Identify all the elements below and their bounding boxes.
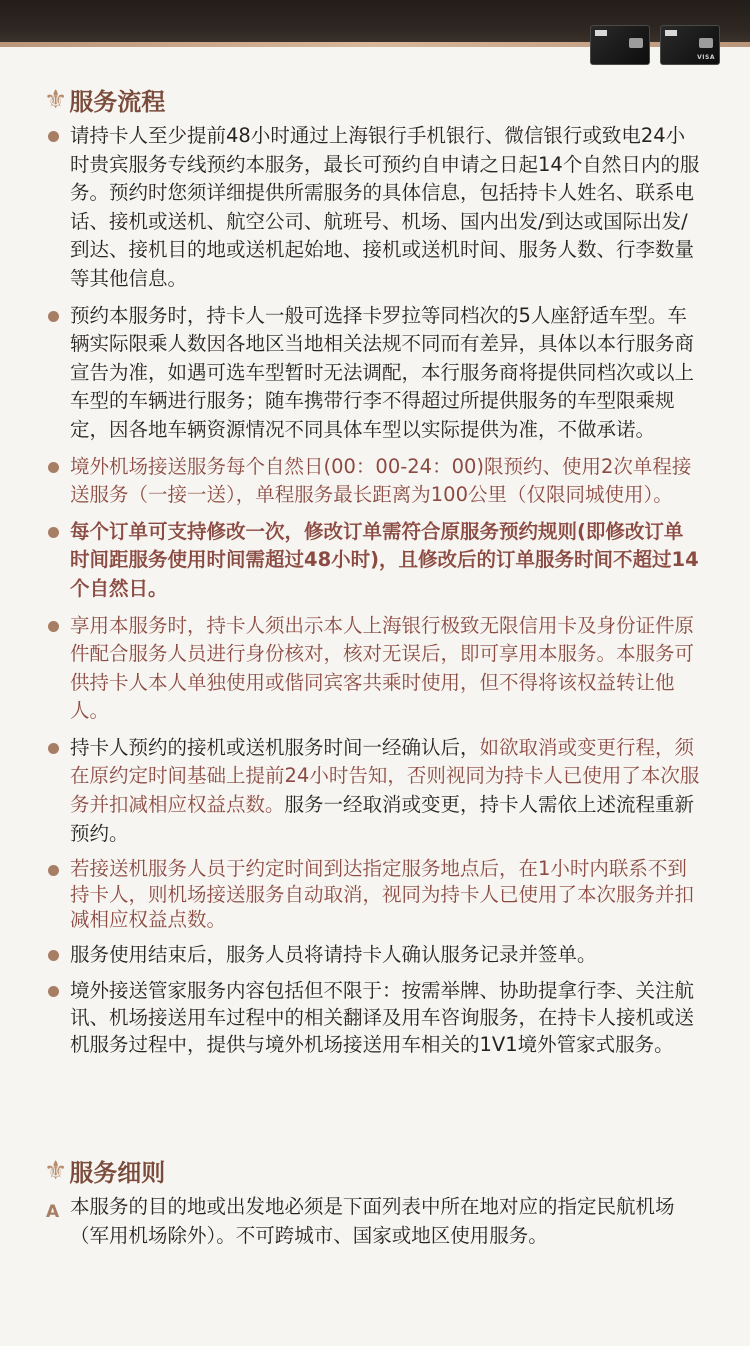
section-title-text: 服务细则: [69, 1159, 166, 1187]
list-item-text: 境外接送管家服务内容包括但不限于：按需举牌、协助提拿行李、关注航讯、机场接送用车过程中的相关翻译及用车咨询服务，在持卡人接机或送机服务过程中，提供与境外机场接送用车相关的1V1境外管家式服务。: [70, 979, 695, 1057]
list-item: [44, 856, 700, 933]
visa-logo: VISA: [697, 54, 715, 61]
list-marker-a: A: [46, 1202, 60, 1222]
list-item: [44, 518, 700, 604]
bank-logo-icon: [665, 30, 677, 36]
service-rules-list: [44, 1193, 700, 1258]
fleur-de-lis-icon: ⚜: [44, 1155, 68, 1186]
credit-card-image-1: [590, 25, 650, 65]
list-item-text: 享用本服务时，持卡人须出示本人上海银行极致无限信用卡及身份证件原件配合服务人员进行身份核对，核对无误后，即可享用本服务。本服务可供持卡人本人单独使用或偕同宾客共乘时使用，但不得将该权益转让他人。: [70, 613, 695, 723]
list-item-text: 境外机场接送服务每个自然日(00：00-24：00)限预约、使用2次单程接送服务（一接一送），单程服务最长距离为100公里（仅限同城使用）。: [70, 454, 692, 507]
service-process-list: [44, 122, 700, 1066]
list-item: [44, 977, 700, 1058]
card-chip-icon: [629, 38, 643, 48]
list-item: [44, 734, 700, 848]
bullet-icon: [48, 986, 59, 997]
list-item: [44, 612, 700, 726]
bullet-icon: [48, 865, 59, 876]
list-item: [44, 302, 700, 445]
list-item: [44, 453, 700, 510]
list-item-text: 服务使用结束后，服务人员将请持卡人确认服务记录并签单。: [70, 942, 597, 966]
section-title-text: 服务流程: [69, 88, 166, 116]
list-item-text: 请持卡人至少提前48小时通过上海银行手机银行、微信银行或致电24小时贵宾服务专线预约本服务，最长可预约自申请之日起14个自然日内的服务。预约时您须详细提供所需服务的具体信息，包括持卡人姓名、联系电话、接机或送机、航空公司、航班号、机场、国内出发/到达或国际出发/到达、接机目的地或送机起始地、接机或送机时间、服务人数、行李数量等其他信息。: [70, 124, 700, 290]
list-item-text: 本服务的目的地或出发地必须是下面列表中所在地对应的指定民航机场（军用机场除外）。不可跨城市、国家或地区使用服务。: [70, 1195, 675, 1247]
section-title-service-process: [44, 82, 165, 117]
list-item-text: 若接送机服务人员于约定时间到达指定服务地点后，在1小时内联系不到持卡人，则机场接送服务自动取消，视同为持卡人已使用了本次服务并扣减相应权益点数。: [70, 857, 695, 932]
list-item: [44, 941, 700, 970]
bullet-icon: [48, 311, 59, 322]
bullet-icon: [48, 621, 59, 632]
list-item-text: 每个订单可支持修改一次，修改订单需符合原服务预约规则(即修改订单时间距服务使用时间需超过48小时)，且修改后的订单服务时间不超过14个自然日。: [70, 519, 699, 600]
fleur-de-lis-icon: ⚜: [44, 84, 68, 115]
list-item: [44, 122, 700, 294]
list-item-text-part1: 持卡人预约的接机或送机服务时间一经确认后，: [70, 735, 480, 759]
bullet-icon: [48, 527, 59, 538]
section-title-service-rules: [44, 1153, 165, 1188]
list-item-text-part3: 服务一经取消或变更，持卡人需依上述流程重新预约。: [70, 793, 695, 845]
list-item: [44, 1193, 700, 1250]
list-item-text-part2: 如欲取消或变更行程，须在原约定时间基础上提前24小时告知，否则视同为持卡人已使用了本次服务并扣减相应权益点数。: [70, 735, 700, 817]
bullet-icon: [48, 462, 59, 473]
bullet-icon: [48, 743, 59, 754]
list-item-text: 预约本服务时，持卡人一般可选择卡罗拉等同档次的5人座舒适车型。车辆实际限乘人数因各地区当地相关法规不同而有差异，具体以本行服务商宣告为准，如遇可选车型暂时无法调配，本行服务商将提供同档次或以上车型的车辆进行服务；随车携带行李不得超过所提供服务的车型限乘规定，因各地车辆资源情况不同具体车型以实际提供为准，不做承诺。: [70, 303, 695, 441]
bank-logo-icon: [595, 30, 607, 36]
bullet-icon: [48, 950, 59, 961]
bullet-icon: [48, 131, 59, 142]
credit-card-image-2: [660, 25, 720, 65]
card-chip-icon: [699, 38, 713, 48]
